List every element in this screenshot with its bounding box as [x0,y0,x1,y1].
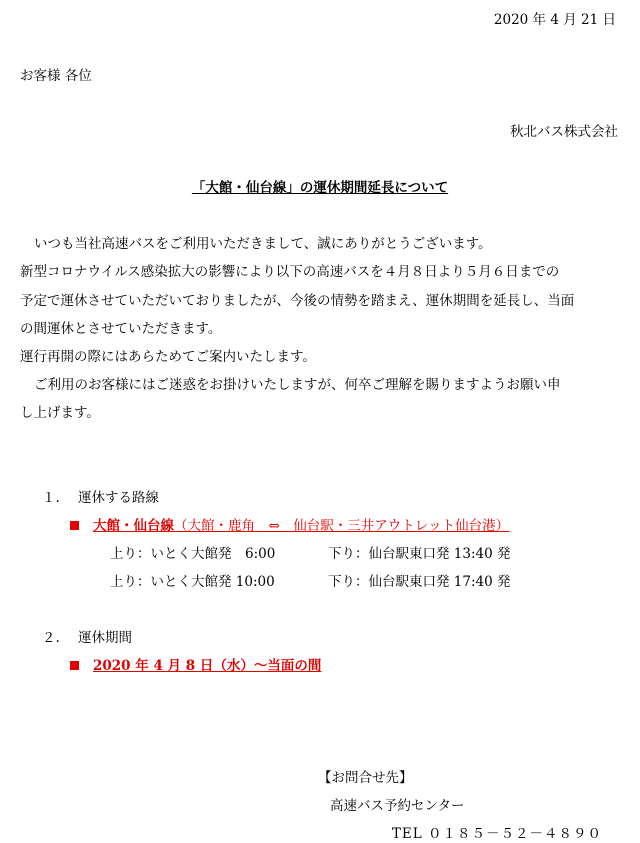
body-paragraph-1: いつも当社高速バスをご利用いただきまして、誠にありがとうございます。 [34,236,492,252]
schedule-down-1: 下り：仙台駅東口発 13:40 発 [328,546,511,562]
schedule-up-1: 上り：いとく大館発 6:00 [110,546,276,562]
body-paragraph-2-line-1: 新型コロナウイルス感染拡大の影響により以下の高速バスを４月８日より５月６日までの [20,264,560,280]
schedule-up-2: 上り：いとく大館発 10:00 [110,574,275,590]
section-2-heading: 運休期間 [78,630,132,646]
body-paragraph-3: 運行再開の際にはあらためてご案内いたします。 [20,349,316,365]
route-name: 大館・仙台線 [93,518,174,534]
document-title: 「大館・仙台線」の運休期間延長について [191,180,449,196]
body-paragraph-4-line-1: ご利用のお客様にはご迷惑をお掛けいたしますが、何卒ご理解を賜りますようお願い申 [34,377,561,393]
section-1-number: １. [42,490,60,506]
suspension-period: 2020 年 4 月 8 日（水）～当面の間 [93,658,322,674]
body-paragraph-2-line-2: 予定で運休させていただいておりましたが、今後の情勢を踏まえ、運休期間を延長し、当面 [20,293,575,309]
sender-company: 秋北バス株式会社 [510,124,618,140]
contact-tel: TEL ０１８５－５２－４８９０ [391,826,602,842]
recipient: お客様 各位 [20,68,92,84]
red-square-bullet-icon [70,661,79,670]
contact-center: 高速バス予約センター [330,798,465,814]
contact-label: 【お問合せ先】 [318,770,413,786]
body-paragraph-4-line-2: し上げます。 [20,405,100,421]
route-line [70,514,509,534]
section-2-number: ２. [42,630,60,646]
body-paragraph-2-line-3: の間運休とさせていただきます。 [20,321,222,337]
route-detail: （大館・鹿角 ⇔ 仙台駅・三井アウトレット仙台港） [174,518,510,534]
red-square-bullet-icon [70,521,79,530]
section-1-heading: 運休する路線 [78,490,159,506]
schedule-down-2: 下り：仙台駅東口発 17:40 発 [328,574,511,590]
document-date: 2020 年 4 月 21 日 [493,12,616,28]
suspension-period-line [70,654,321,674]
